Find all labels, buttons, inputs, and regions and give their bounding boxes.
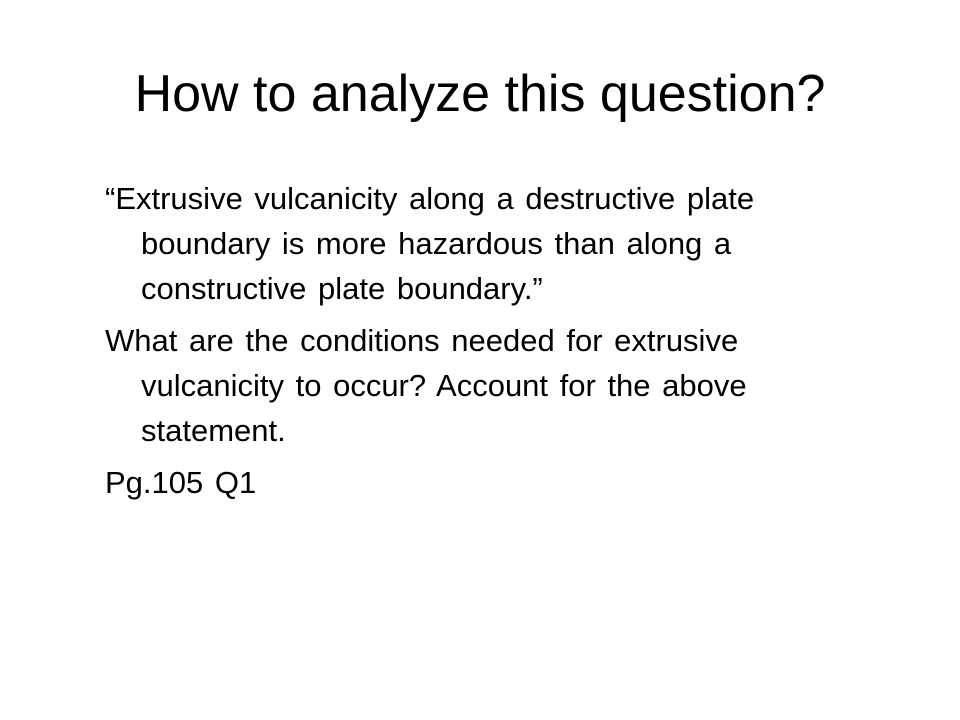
question-text: What are the conditions needed for extrusive vulcanicity to occur? Account for the above statement. [105,323,747,448]
quoted-statement: “Extrusive vulcanicity along a destructive plate boundary is more hazardous than along a constructive plate boundary.” [105,181,755,306]
page-reference: Pg.105 Q1 [105,465,257,500]
slide-title: How to analyze this question? [134,65,826,123]
slide-body [105,176,865,512]
